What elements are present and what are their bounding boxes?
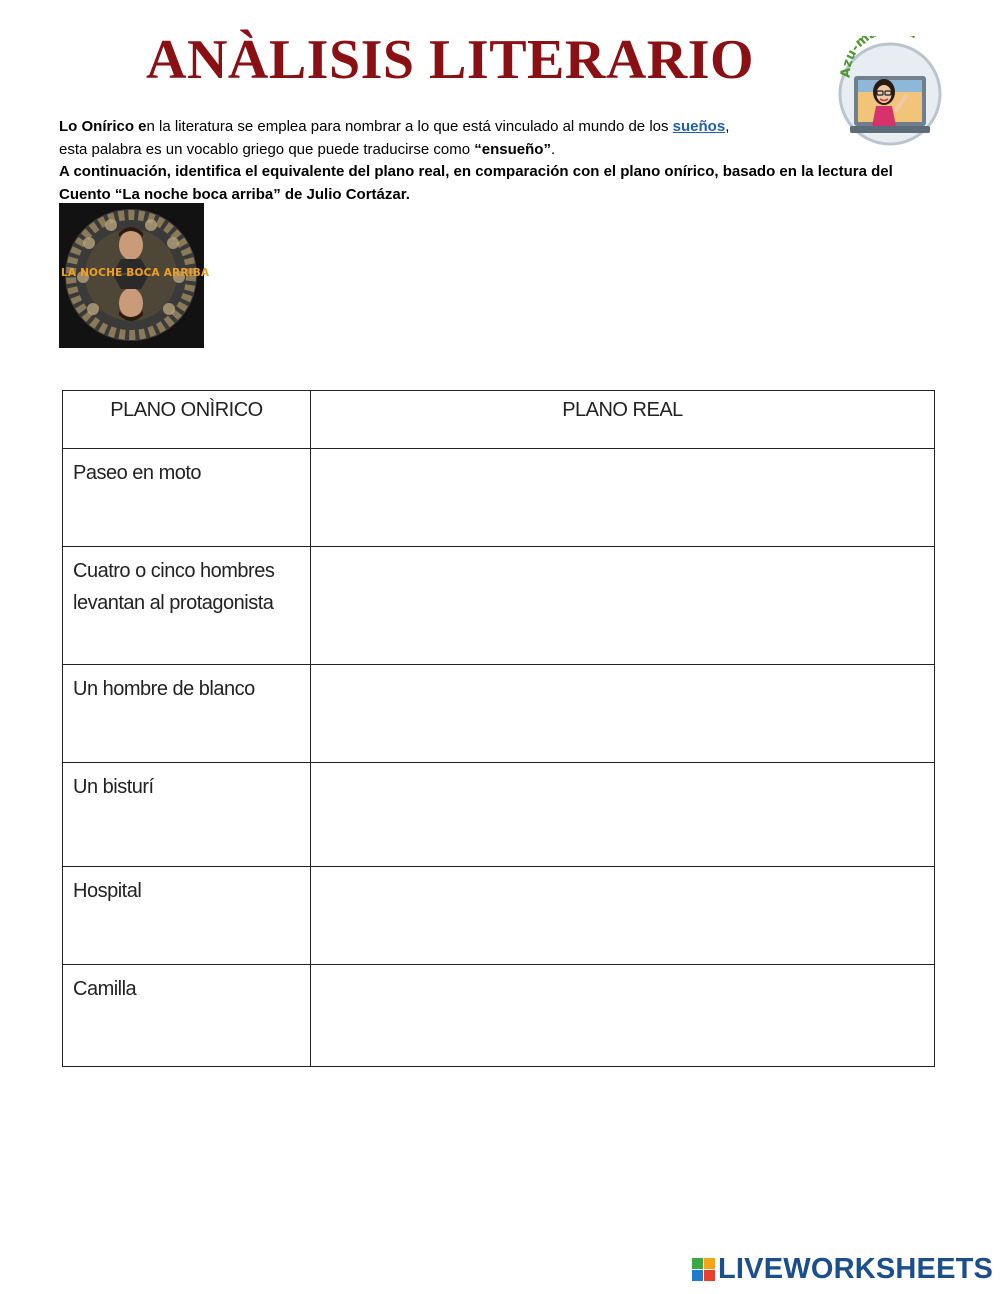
answer-input[interactable] (311, 965, 934, 1023)
page-title: ANÀLISIS LITERARIO (146, 29, 755, 91)
answer-cell (311, 965, 935, 1067)
row-label (63, 547, 311, 665)
liveworksheets-logo[interactable] (692, 1252, 993, 1286)
intro-term: Lo Onírico e (59, 118, 147, 135)
worksheet-table (62, 390, 935, 1067)
answer-input[interactable] (311, 867, 934, 925)
table-row (63, 547, 935, 665)
answer-input[interactable] (311, 547, 934, 605)
intro-line-2 (59, 139, 949, 162)
row-label-line: Un bisturí (73, 776, 154, 798)
liveworksheets-blocks-icon (692, 1258, 715, 1281)
row-label-line: Un hombre de blanco (73, 678, 255, 700)
instruction-text-2: Cuento “La noche boca arriba” de Julio Cortázar. (59, 185, 410, 203)
liveworksheets-brand: LIVEWORKSHEETS (718, 1252, 994, 1285)
suenos-link[interactable]: sueños (672, 118, 726, 135)
table-row (63, 763, 935, 867)
answer-input[interactable] (311, 665, 934, 723)
logo-lettering: Azu-m (838, 36, 873, 79)
row-label-line: Camilla (73, 978, 137, 1000)
book-cover-image (59, 203, 210, 348)
instruction-line-1 (59, 161, 949, 184)
answer-cell (311, 867, 935, 965)
answer-cell (311, 449, 935, 547)
answer-input[interactable] (311, 763, 934, 821)
book-cover-title: LA NOCHE BOCA ARRIBA (61, 267, 210, 279)
intro-line-2-text: esta palabra es un vocablo griego que puede traducirse como (59, 140, 475, 158)
ensueno-term: “ensueño” (474, 140, 551, 158)
header-plano-onirico: PLANO ONÌRICO (63, 391, 311, 449)
row-label (63, 965, 311, 1067)
row-label-line: Hospital (73, 880, 142, 902)
row-label (63, 449, 311, 547)
table-row (63, 665, 935, 763)
header-plano-real: PLANO REAL (311, 391, 935, 449)
answer-cell (311, 665, 935, 763)
row-label (63, 665, 311, 763)
intro-line-1-end: , (725, 118, 730, 135)
row-label-line: Cuatro o cinco hombres (73, 560, 275, 582)
intro-line-2-end: . (550, 140, 556, 158)
row-label-line: Paseo en moto (73, 462, 202, 484)
answer-input[interactable] (311, 449, 934, 507)
answer-cell (311, 547, 935, 665)
row-label-line: levantan al protagonista (73, 592, 274, 614)
instruction-text-1: A continuación, identifica el equivalente del plano real, en comparación con el plano onírico, basado en la lectura del (59, 163, 893, 180)
intro-line-1 (59, 116, 949, 139)
answer-cell (311, 763, 935, 867)
table-row (63, 867, 935, 965)
intro-line-1-text: n la literatura se emplea para nombrar a lo que está vinculado al mundo de los (146, 118, 673, 135)
table-row (63, 965, 935, 1067)
intro-text (59, 116, 949, 206)
row-label (63, 867, 311, 965)
table-row (63, 449, 935, 547)
table-header-row (63, 391, 935, 449)
row-label (63, 763, 311, 867)
